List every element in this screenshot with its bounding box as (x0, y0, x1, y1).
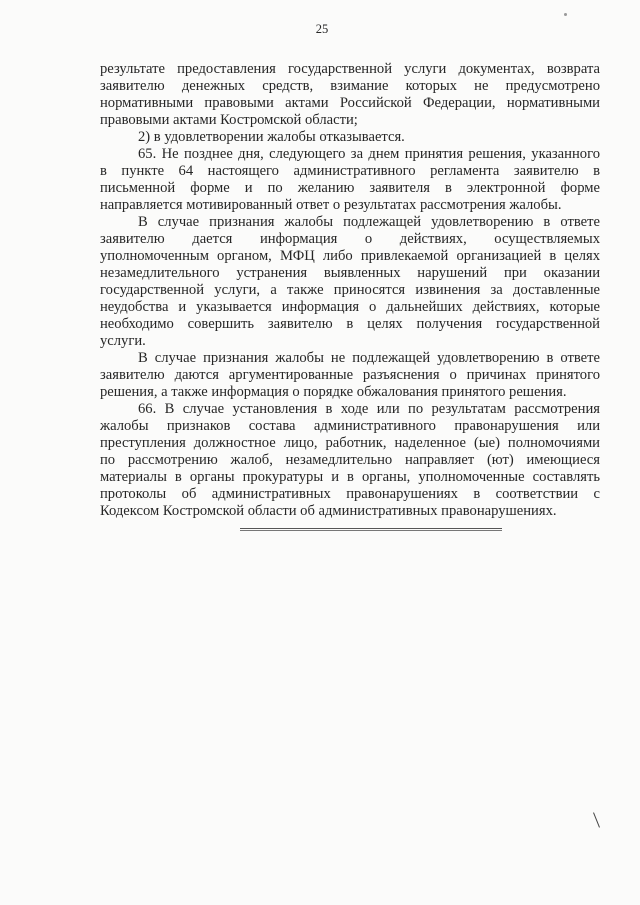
text-line: услуги. (100, 333, 146, 349)
text-line: жалобы признаков состава административного правонарушения или (100, 418, 600, 434)
paragraph (100, 146, 600, 214)
page-number: 25 (315, 22, 329, 36)
text-line: решения, а также информация о порядке обжалования принятого решения. (100, 384, 567, 400)
text-line: 2) в удовлетворении жалобы отказывается. (138, 129, 405, 145)
scan-mark (593, 812, 600, 827)
text-line: по рассмотрению жалоб, незамедлительно направляет (ют) имеющиеся (100, 452, 600, 468)
text-line: заявителю денежных средств, взимание которых не предусмотрено (100, 78, 600, 94)
paragraph (100, 61, 600, 129)
text-line: результате предоставления государственной услуги документах, возврата (100, 61, 600, 77)
text-line: В случае признания жалобы не подлежащей удовлетворению в ответе (138, 350, 600, 366)
text-line: заявителю дается информация о действиях, осуществляемых (100, 231, 600, 247)
text-line: протоколы об административных правонарушениях в соответствии с (100, 486, 600, 502)
text-line: уполномоченным органом, МФЦ либо привлекаемой организацией в целях (100, 248, 600, 264)
text-line: письменной форме и по желанию заявителя в электронной форме (100, 180, 600, 196)
text-line: Кодексом Костромской области об административных правонарушениях. (100, 503, 557, 519)
text-line: неудобства и указывается информация о дальнейших действиях, которые (100, 299, 600, 315)
text-line: 66. В случае установления в ходе или по результатам рассмотрения (138, 401, 600, 417)
document-body (100, 61, 600, 520)
text-line: направляется мотивированный ответ о результатах рассмотрения жалобы. (100, 197, 562, 213)
text-line: правовыми актами Костромской области; (100, 112, 358, 128)
paragraph (100, 214, 600, 350)
text-line: 65. Не позднее дня, следующего за днем принятия решения, указанного (138, 146, 600, 162)
text-line: государственной услуги, а также приносятся извинения за доставленные (100, 282, 600, 298)
text-line: незамедлительного устранения выявленных нарушений при оказании (100, 265, 600, 281)
text-line: заявителю даются аргументированные разъяснения о причинах принятого (100, 367, 600, 383)
separator-line (240, 528, 502, 531)
scan-mark (564, 13, 567, 16)
paragraph (100, 350, 600, 401)
paragraph (100, 129, 600, 146)
text-line: в пункте 64 настоящего административного регламента заявителю в (100, 163, 600, 179)
text-line: преступления должностное лицо, работник, наделенное (ые) полномочиями (100, 435, 600, 451)
paragraph (100, 401, 600, 520)
text-line: необходимо совершить заявителю в целях получения государственной (100, 316, 600, 332)
text-line: В случае признания жалобы подлежащей удовлетворению в ответе (138, 214, 600, 230)
text-line: нормативными правовыми актами Российской Федерации, нормативными (100, 95, 600, 111)
text-line: материалы в органы прокуратуры и в органы, уполномоченные составлять (100, 469, 600, 485)
